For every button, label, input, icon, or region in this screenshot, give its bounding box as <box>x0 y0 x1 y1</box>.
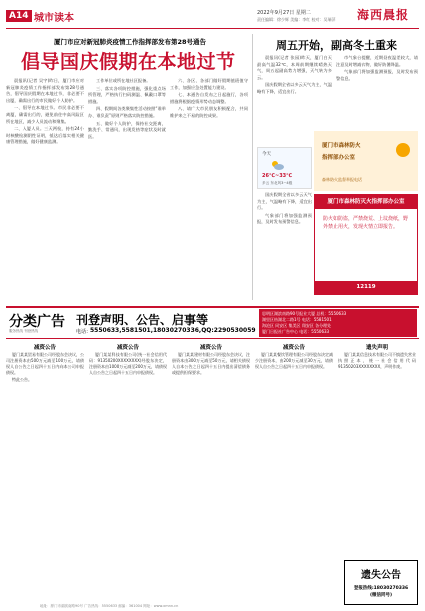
fire-hotline: 12119 <box>315 281 417 294</box>
ads-phone-label: 电话： <box>76 329 92 335</box>
cloud-sun-icon <box>270 160 284 170</box>
classified-col <box>172 343 250 605</box>
classified-col <box>338 343 416 555</box>
weather-article-col1 <box>257 55 332 143</box>
paragraph: 三、落实各项防控措施，强化重点场所管理，严格执行扫码测温、佩戴口罩等措施。 <box>88 85 166 104</box>
issue-date: 2022年9月27日 星期二 <box>257 10 311 16</box>
ads-phones: 5550633,5581501,18030270336,QQ:2290530059 <box>90 327 256 334</box>
paragraph: 国庆假期全省以多云天气为主，气温略有下降，适宜出行。 <box>257 192 312 211</box>
lost-notice-title: 遗失公告 <box>361 570 401 581</box>
weather-desc: 多云 东北风3~4级 <box>262 181 293 185</box>
contact-line: 湖里区枋湖北二路1号 电话：5581501 <box>262 317 332 322</box>
page-footer: 地址：厦门市湖滨南路90号 广告热线：5550633 邮编：361004 网址：www.xmnn.cn <box>40 604 179 608</box>
classified-title: 分类广告 <box>9 314 65 330</box>
paragraph: 二、入厦人员。三天两检，持有24小时核酸检测阴性证明，抵达后落实相关健康管理措施，做好健康监测。 <box>6 126 84 145</box>
paragraph: 一、倡导在本地过节。市民非必要不离厦，确需出行的，避免前往中高风险区所在地区，减少人员流动和聚集。 <box>6 105 84 124</box>
weather-temp: 26℃~33℃ <box>262 173 293 179</box>
contact-line: 海沧区 同安区 集美区 翔安区 各分理处 <box>262 323 332 328</box>
paragraph: 国庆假期全省以多云天气为主，气温略有下降，适宜出行。 <box>257 82 332 94</box>
main-article-col2 <box>88 78 166 300</box>
paragraph: 气象部门将加强监测预报，及时发布预警信息。 <box>336 69 418 81</box>
header-rule <box>6 28 419 29</box>
paragraph: 六、各区、各部门做好假期值班值守工作，加强应急处置能力建设。 <box>170 78 248 90</box>
weather-article-headline: 周五开始，副高冬土重来 <box>276 39 397 52</box>
notice-title: 减资公告 <box>33 345 56 351</box>
classified-header-band <box>6 306 419 339</box>
page-number: A14 <box>6 10 32 22</box>
contact-line: 厦门日报社广告中心 电话：5550633 <box>262 329 330 334</box>
contact-box <box>259 309 417 337</box>
notice-title: 遗失声明 <box>365 345 388 351</box>
classified-col <box>6 343 84 605</box>
weather-label: 今天 <box>262 152 271 157</box>
classified-col <box>255 343 333 605</box>
paragraph: 四、假期间各类聚集性活动按照“谁举办、谁负责”原则严格落实防控措施。 <box>88 106 166 118</box>
lost-notice-wechat: (微信同号) <box>369 593 393 598</box>
notice-paragraph: 厦门某某科技有限公司(统一社会信用代码：91350200XXXXXXXX)经股东决定，注册资本由1000万元减至200万元，请债权人自公告之日起四十五日内申报债权。 <box>89 352 167 375</box>
lost-notice-ad <box>344 560 418 605</box>
editor-credits: 责任编辑：徐少辉 美编：李红 校对：吴瑞萍 <box>257 17 336 22</box>
notice-paragraph: 厦门某某信息技术有限公司不慎遗失营业执照正本，统一社会信用代码91350203XXXXXXXX，声明作废。 <box>338 352 416 369</box>
classified-col <box>89 343 167 605</box>
notice-title: 减资公告 <box>116 345 139 351</box>
contact-line: 思明区湖滨南路90号报业大厦 总机：5550633 <box>262 311 347 316</box>
paragraph: 气象部门将加强监测预报，及时发布预警信息。 <box>257 212 312 225</box>
notice-paragraph: 厦门某某建材有限公司经股东会决议，注册资本由300万元减至50万元，请相关债权人自本公告之日起四十五日内提出清偿债务或提供担保要求。 <box>172 352 250 375</box>
main-article-headline: 倡导国庆假期在本地过节 <box>21 51 236 73</box>
promo-line2: 指挥部办公室 <box>322 155 356 161</box>
notice-title: 减资公告 <box>282 345 305 351</box>
promo-line1: 厦门市森林防火 <box>322 143 361 149</box>
paragraph: 晨报讯(记者 张园)昨天，厦门白天最高气温32℃，本周前期继续晴热天气，周五起副高势力增强，天气转为多云。 <box>257 55 332 80</box>
main-article-col3 <box>170 78 248 300</box>
paragraph: 工作单位或所在地社区报备。 <box>96 78 151 83</box>
paragraph: 七、本通告自发布之日起施行，各项措施将根据疫情形势动态调整。 <box>170 92 248 104</box>
fire-prevention-box <box>314 194 418 295</box>
paragraph: 八、请广大市民朋友积极配合，共同维护来之不易的防控成果。 <box>170 106 248 118</box>
fire-prevention-promo <box>314 131 418 191</box>
masthead-logo: 海西晨报 <box>357 8 410 22</box>
notice-paragraph: 特此公告。 <box>12 377 32 382</box>
notice-title: 减资公告 <box>199 345 222 351</box>
weather-article-col3 <box>257 192 312 300</box>
promo-sub: 森林防火监督举报电话 <box>322 177 362 182</box>
weather-article-col2 <box>336 55 418 127</box>
ads-title: 刊登声明、公告、启事等 <box>76 313 209 327</box>
flame-icon <box>396 143 410 157</box>
page-header <box>0 0 425 30</box>
classified-subtitle: 服务热线 刊登热线 <box>9 329 39 333</box>
notice-paragraph: 厦门某某餐饮管理有限公司经股东决定减少注册资本，由200万元减至30万元，请债权人自公告之日起四十五日内申报债权。 <box>255 352 333 369</box>
section-name: 城市读本 <box>34 13 74 24</box>
column-divider <box>252 34 253 300</box>
weather-widget <box>257 147 312 189</box>
main-article-kicker: 厦门市应对新冠肺炎疫情工作指挥部发布第28号通告 <box>54 38 207 46</box>
main-article-col1 <box>6 78 84 300</box>
lost-notice-phone: 登报热线:18030270336 <box>353 586 409 591</box>
fire-box-title: 厦门市森林防灭火指挥部办公室 <box>315 195 417 209</box>
paragraph: 晨报讯(记者 吴宇)昨日，厦门市应对新冠肺炎疫情工作指挥部发布第28号通告，倡导国庆假期在本地过节，非必要不出厦，确需出行的市民做好个人防护。 <box>6 78 84 103</box>
notice-paragraph: 厦门某某贸易有限公司经股东会决议，公司注册资本由500万元减至100万元，请债权人自公告之日起四十五日内向本公司申报债权。 <box>6 352 84 375</box>
fire-box-text: 防火如防盗，严禁烧荒、上坟烧纸，野外禁止用火，发现火情立即报告。 <box>323 216 409 230</box>
paragraph: 市气象台提醒，近期昼夜温差较大，请注意及时增减衣物，做好防暑降温。 <box>336 55 418 67</box>
paragraph: 五、做好个人防护，保持社交距离，勤洗手、常通风，出现发热等症状及时就医。 <box>88 120 166 139</box>
